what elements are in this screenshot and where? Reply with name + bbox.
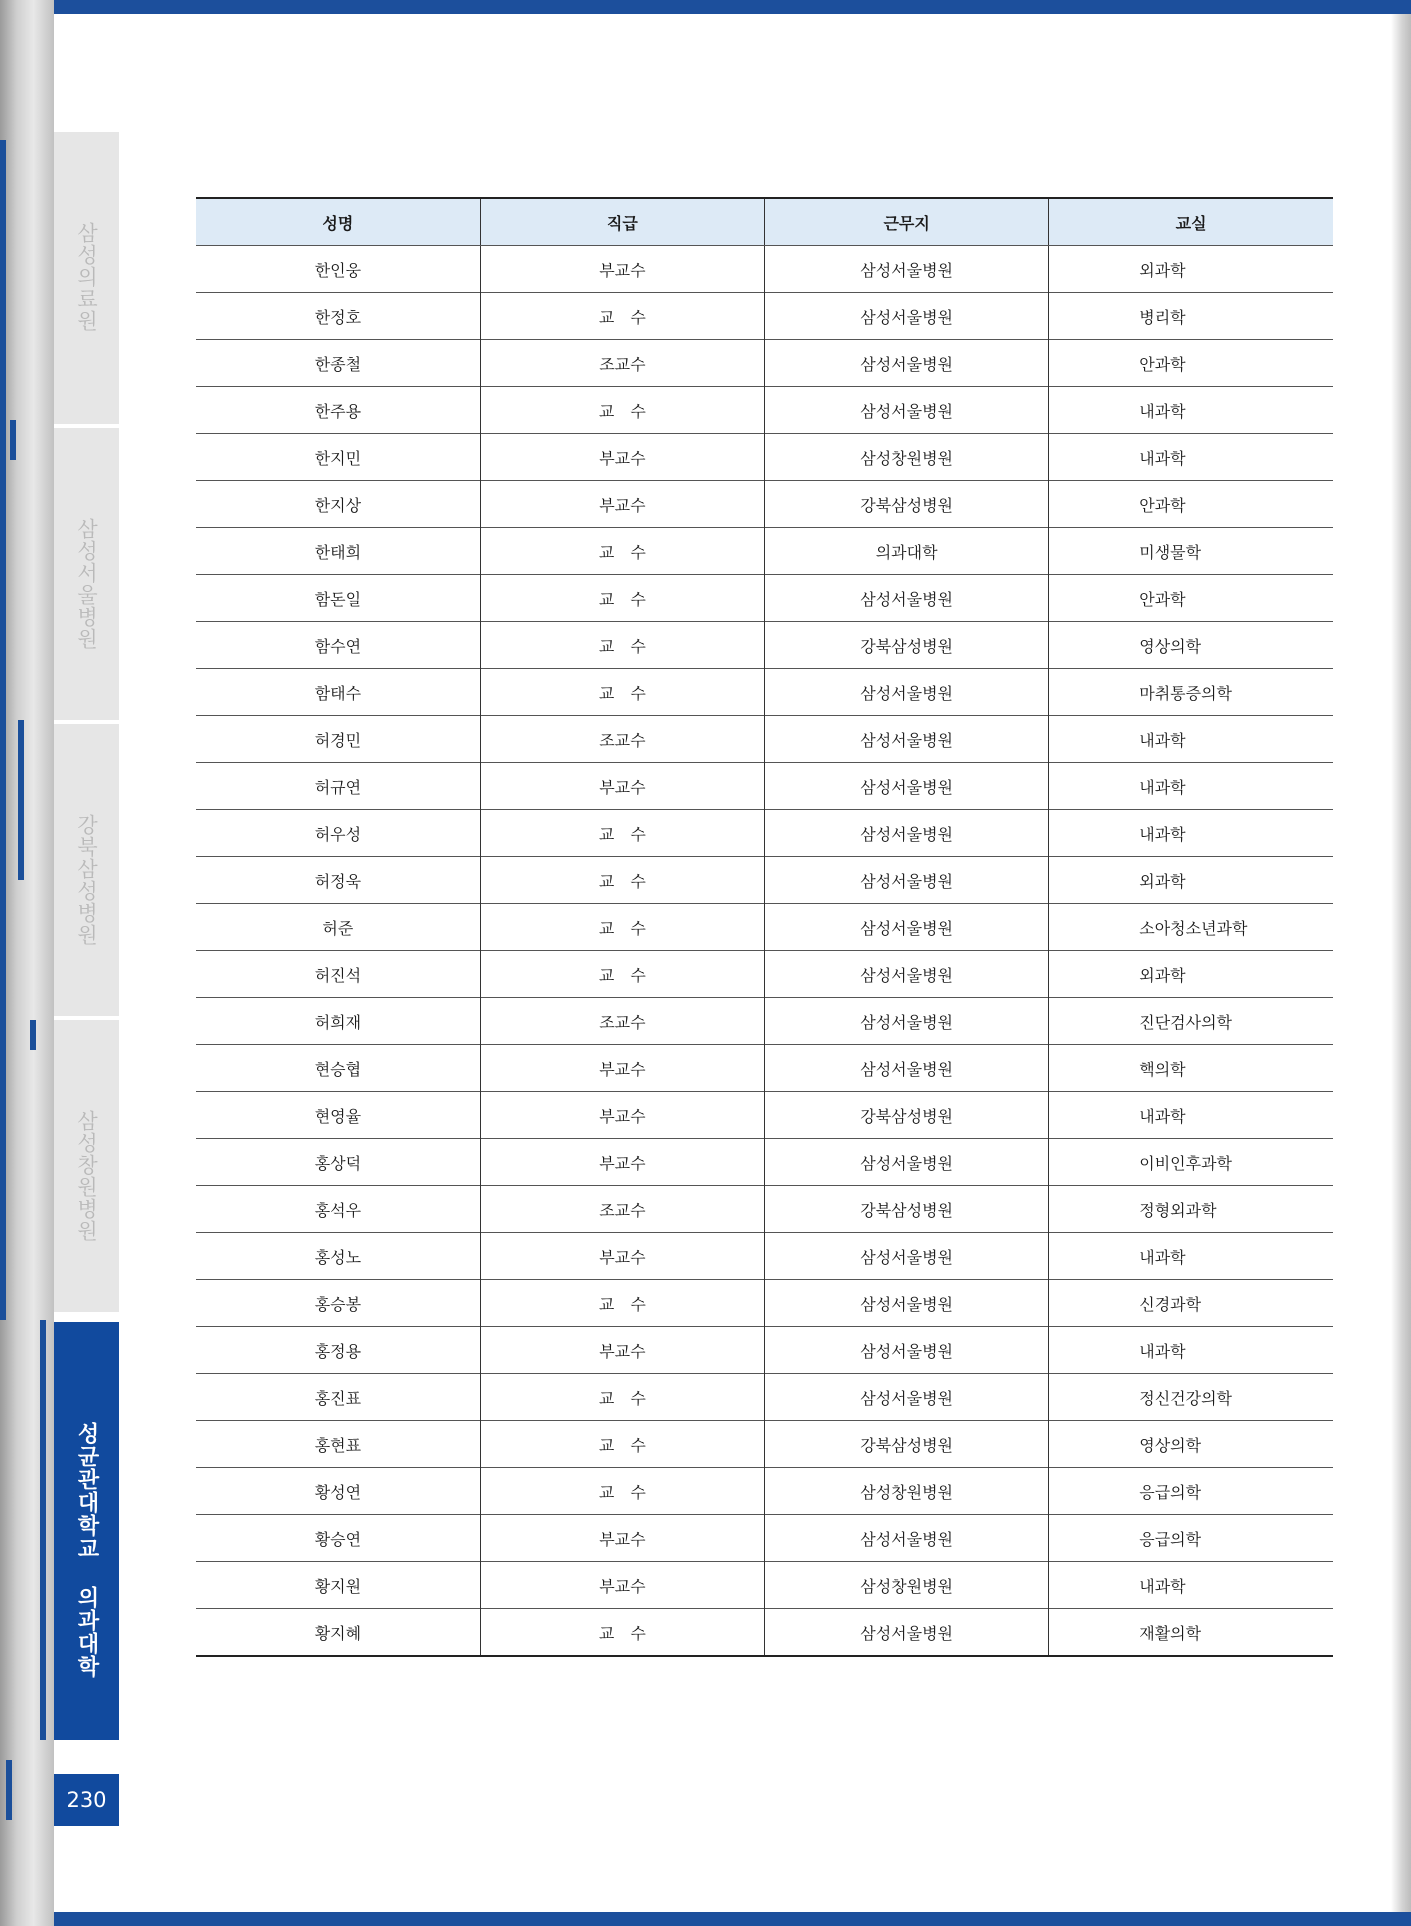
cell-name: 홍현표 [196, 1421, 480, 1468]
table-row [196, 1609, 1333, 1657]
cell-name: 홍정용 [196, 1327, 480, 1374]
faculty-table [196, 197, 1333, 1657]
cell-workplace: 삼성서울병원 [765, 669, 1049, 716]
side-tab-samsung-medical-center[interactable] [54, 132, 119, 428]
book-spine [0, 0, 56, 1926]
table-header-row [196, 198, 1333, 246]
cell-rank: 교 수 [480, 1468, 764, 1515]
cell-name: 홍승봉 [196, 1280, 480, 1327]
cell-rank: 교 수 [480, 951, 764, 998]
cell-name: 한지민 [196, 434, 480, 481]
cell-rank: 교 수 [480, 857, 764, 904]
cell-name: 한지상 [196, 481, 480, 528]
table-row [196, 1374, 1333, 1421]
cell-name: 현승협 [196, 1045, 480, 1092]
cell-workplace: 삼성서울병원 [765, 763, 1049, 810]
page-edge-shadow [1391, 0, 1411, 1926]
cell-name: 홍상덕 [196, 1139, 480, 1186]
spine-stripe [40, 1320, 46, 1740]
cell-workplace: 삼성서울병원 [765, 1327, 1049, 1374]
side-tab-samsung-changwon-hospital[interactable] [54, 1020, 119, 1316]
table-row [196, 575, 1333, 622]
table-row [196, 1233, 1333, 1280]
page-number: 230 [54, 1774, 119, 1826]
cell-rank: 부교수 [480, 1233, 764, 1280]
cell-name: 허진석 [196, 951, 480, 998]
cell-workplace: 삼성서울병원 [765, 575, 1049, 622]
cell-department: 재활의학 [1049, 1609, 1333, 1657]
table-row [196, 1515, 1333, 1562]
cell-rank: 부교수 [480, 1327, 764, 1374]
cell-workplace: 강북삼성병원 [765, 1092, 1049, 1139]
cell-name: 홍석우 [196, 1186, 480, 1233]
header-workplace: 근무지 [765, 198, 1049, 246]
cell-name: 허준 [196, 904, 480, 951]
side-tab-label: 삼성서울병원 [74, 518, 99, 650]
cell-name: 황승연 [196, 1515, 480, 1562]
cell-rank: 부교수 [480, 1515, 764, 1562]
cell-name: 한정호 [196, 293, 480, 340]
cell-workplace: 삼성서울병원 [765, 716, 1049, 763]
table-row [196, 1045, 1333, 1092]
cell-department: 내과학 [1049, 810, 1333, 857]
spine-stripe [10, 420, 16, 460]
cell-workplace: 삼성서울병원 [765, 810, 1049, 857]
cell-workplace: 삼성서울병원 [765, 998, 1049, 1045]
cell-workplace: 삼성서울병원 [765, 1139, 1049, 1186]
cell-name: 함돈일 [196, 575, 480, 622]
cell-department: 안과학 [1049, 340, 1333, 387]
cell-rank: 교 수 [480, 1374, 764, 1421]
cell-name: 허규연 [196, 763, 480, 810]
cell-workplace: 삼성서울병원 [765, 246, 1049, 293]
cell-department: 내과학 [1049, 387, 1333, 434]
table-row [196, 1139, 1333, 1186]
spine-stripe [6, 1760, 12, 1820]
cell-department: 정형외과학 [1049, 1186, 1333, 1233]
cell-name: 한인웅 [196, 246, 480, 293]
table-row [196, 481, 1333, 528]
side-tab-label: 삼성창원병원 [74, 1110, 99, 1242]
side-tab-skku-medicine[interactable] [54, 1322, 119, 1744]
table-row [196, 810, 1333, 857]
cell-name: 함태수 [196, 669, 480, 716]
table-row [196, 1280, 1333, 1327]
cell-rank: 부교수 [480, 1139, 764, 1186]
spine-stripe [18, 720, 24, 880]
cell-rank: 부교수 [480, 1562, 764, 1609]
cell-name: 황지혜 [196, 1609, 480, 1657]
cell-name: 한종철 [196, 340, 480, 387]
cell-department: 마취통증의학 [1049, 669, 1333, 716]
cell-name: 한태희 [196, 528, 480, 575]
header-department: 교실 [1049, 198, 1333, 246]
cell-workplace: 삼성서울병원 [765, 1233, 1049, 1280]
cell-department: 응급의학 [1049, 1515, 1333, 1562]
cell-workplace: 강북삼성병원 [765, 481, 1049, 528]
bottom-accent-bar [54, 1912, 1411, 1926]
cell-workplace: 강북삼성병원 [765, 1186, 1049, 1233]
cell-workplace: 삼성서울병원 [765, 857, 1049, 904]
table-row [196, 246, 1333, 293]
cell-department: 진단검사의학 [1049, 998, 1333, 1045]
cell-name: 함수연 [196, 622, 480, 669]
cell-workplace: 삼성서울병원 [765, 340, 1049, 387]
cell-name: 홍진표 [196, 1374, 480, 1421]
cell-rank: 교 수 [480, 1609, 764, 1657]
side-tab-kangbuk-samsung-hospital[interactable] [54, 724, 119, 1020]
cell-department: 응급의학 [1049, 1468, 1333, 1515]
cell-rank: 부교수 [480, 246, 764, 293]
spine-stripe [0, 140, 6, 1320]
table-row [196, 387, 1333, 434]
cell-rank: 교 수 [480, 622, 764, 669]
cell-department: 병리학 [1049, 293, 1333, 340]
cell-name: 한주용 [196, 387, 480, 434]
table-body [196, 246, 1333, 1657]
table-row [196, 998, 1333, 1045]
cell-department: 정신건강의학 [1049, 1374, 1333, 1421]
cell-rank: 조교수 [480, 716, 764, 763]
cell-workplace: 삼성서울병원 [765, 1515, 1049, 1562]
table-row [196, 1421, 1333, 1468]
table-row [196, 1186, 1333, 1233]
cell-workplace: 의과대학 [765, 528, 1049, 575]
cell-name: 허희재 [196, 998, 480, 1045]
cell-rank: 교 수 [480, 1421, 764, 1468]
table-row [196, 293, 1333, 340]
cell-department: 내과학 [1049, 434, 1333, 481]
cell-department: 외과학 [1049, 857, 1333, 904]
table-row [196, 951, 1333, 998]
cell-name: 허정욱 [196, 857, 480, 904]
cell-workplace: 삼성서울병원 [765, 1374, 1049, 1421]
cell-name: 허우성 [196, 810, 480, 857]
header-name: 성명 [196, 198, 480, 246]
cell-department: 핵의학 [1049, 1045, 1333, 1092]
cell-rank: 교 수 [480, 575, 764, 622]
cell-department: 내과학 [1049, 763, 1333, 810]
table-row [196, 669, 1333, 716]
side-tab-label: 삼성의료원 [74, 222, 99, 332]
cell-department: 미생물학 [1049, 528, 1333, 575]
cell-department: 외과학 [1049, 951, 1333, 998]
cell-rank: 교 수 [480, 387, 764, 434]
header-rank: 직급 [480, 198, 764, 246]
cell-workplace: 삼성서울병원 [765, 951, 1049, 998]
table-row [196, 1327, 1333, 1374]
cell-name: 현영율 [196, 1092, 480, 1139]
cell-department: 영상의학 [1049, 622, 1333, 669]
cell-rank: 교 수 [480, 1280, 764, 1327]
cell-department: 외과학 [1049, 246, 1333, 293]
table-row [196, 857, 1333, 904]
cell-department: 영상의학 [1049, 1421, 1333, 1468]
cell-department: 이비인후과학 [1049, 1139, 1333, 1186]
cell-workplace: 삼성창원병원 [765, 1562, 1049, 1609]
cell-rank: 교 수 [480, 904, 764, 951]
cell-rank: 부교수 [480, 1092, 764, 1139]
cell-workplace: 삼성서울병원 [765, 1609, 1049, 1657]
cell-rank: 교 수 [480, 528, 764, 575]
table-row [196, 1562, 1333, 1609]
cell-workplace: 삼성서울병원 [765, 1045, 1049, 1092]
cell-department: 안과학 [1049, 481, 1333, 528]
cell-rank: 부교수 [480, 763, 764, 810]
cell-name: 황성연 [196, 1468, 480, 1515]
cell-workplace: 삼성서울병원 [765, 904, 1049, 951]
table-row [196, 622, 1333, 669]
cell-workplace: 삼성창원병원 [765, 1468, 1049, 1515]
cell-department: 신경과학 [1049, 1280, 1333, 1327]
cell-department: 내과학 [1049, 1327, 1333, 1374]
cell-rank: 교 수 [480, 669, 764, 716]
tab-spacer [54, 1740, 119, 1770]
cell-workplace: 강북삼성병원 [765, 1421, 1049, 1468]
cell-department: 내과학 [1049, 716, 1333, 763]
table-row [196, 340, 1333, 387]
cell-name: 황지원 [196, 1562, 480, 1609]
cell-rank: 조교수 [480, 998, 764, 1045]
table-row [196, 904, 1333, 951]
cell-rank: 부교수 [480, 481, 764, 528]
table-row [196, 1092, 1333, 1139]
cell-department: 내과학 [1049, 1092, 1333, 1139]
table-row [196, 528, 1333, 575]
cell-name: 허경민 [196, 716, 480, 763]
cell-workplace: 삼성서울병원 [765, 387, 1049, 434]
cell-name: 홍성노 [196, 1233, 480, 1280]
side-tab-samsung-seoul-hospital[interactable] [54, 428, 119, 724]
cell-rank: 교 수 [480, 810, 764, 857]
table-row [196, 1468, 1333, 1515]
cell-workplace: 삼성서울병원 [765, 293, 1049, 340]
top-accent-bar [54, 0, 1411, 14]
side-tab-label: 강북삼성병원 [74, 814, 99, 946]
cell-department: 소아청소년과학 [1049, 904, 1333, 951]
cell-workplace: 강북삼성병원 [765, 622, 1049, 669]
cell-department: 내과학 [1049, 1562, 1333, 1609]
cell-workplace: 삼성창원병원 [765, 434, 1049, 481]
cell-rank: 부교수 [480, 1045, 764, 1092]
cell-rank: 교 수 [480, 293, 764, 340]
table-row [196, 716, 1333, 763]
cell-department: 내과학 [1049, 1233, 1333, 1280]
table-row [196, 763, 1333, 810]
side-tab-label: 성균관대학교 의과대학 [74, 1422, 99, 1678]
cell-rank: 조교수 [480, 1186, 764, 1233]
spine-stripe [30, 1020, 36, 1050]
cell-workplace: 삼성서울병원 [765, 1280, 1049, 1327]
cell-rank: 조교수 [480, 340, 764, 387]
table-row [196, 434, 1333, 481]
cell-rank: 부교수 [480, 434, 764, 481]
cell-department: 안과학 [1049, 575, 1333, 622]
